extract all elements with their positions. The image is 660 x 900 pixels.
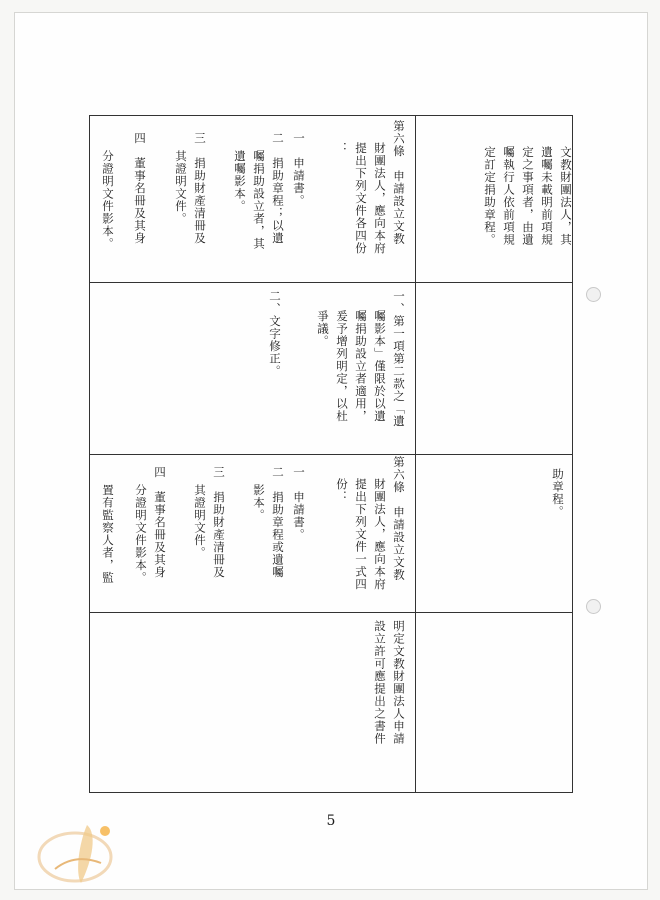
row1-left-col-6: 二 捐助章程；以遺 (271, 132, 285, 245)
row1-left-col-1: 第六條 申請設立文教 (392, 120, 406, 245)
row2-left-col-2: 囑影本」僅限於以遺 (373, 310, 387, 423)
row4-left-col-2: 設立許可應提出之書件 (373, 620, 387, 745)
row1-left-col-12: 分證明文件影本。 (101, 150, 115, 250)
row3-left-col-10: 四 董事名冊及其身 (153, 466, 167, 579)
row1-right-col-4: 囑執行人依前項規 (502, 146, 516, 246)
row2-left-col-3: 囑捐助設立者適用， (354, 310, 368, 423)
row3-left-col-1: 第六條 申請設立文教 (392, 456, 406, 581)
row1-left-col-3: 提出下列文件各四份 (354, 142, 368, 255)
row1-left-col-9: 三 捐助財產清冊及 (193, 132, 207, 245)
row1-right-col-3: 定之事項者，由遺 (521, 146, 535, 246)
row2-left-col-4: 爰予增列明定，以杜 (335, 310, 349, 423)
row2-left-col-5: 爭議。 (316, 310, 330, 348)
row3-left-col-4: 份： (335, 478, 349, 503)
row-divider (90, 612, 572, 613)
row3-left-col-9: 其證明文件。 (193, 484, 207, 559)
row-divider (90, 282, 572, 283)
row1-right-col-2: 遺囑未載明前項規 (540, 146, 554, 246)
row2-left-col-1: 一、第一項第二款之「遺 (392, 290, 406, 428)
page-number: 5 (326, 813, 336, 829)
row3-right-col-1: 助章程。 (551, 468, 565, 518)
row1-left-col-2: 財團法人，應向本府 (373, 142, 387, 255)
row1-left-col-7: 囑捐助設立者，其 (252, 150, 266, 250)
row3-left-col-5: 一 申請書。 (292, 466, 306, 541)
comparison-table (89, 115, 573, 793)
row4-left-col-1: 明定文教財團法人申請 (392, 620, 406, 745)
column-divider (415, 116, 416, 792)
row1-left-col-11: 四 董事名冊及其身 (133, 132, 147, 245)
punch-hole-top (586, 287, 601, 302)
row1-left-col-5: 一 申請書。 (292, 132, 306, 207)
row3-left-col-6: 二 捐助章程或遺囑 (271, 466, 285, 579)
row3-left-col-7: 影本。 (252, 484, 266, 522)
watermark-logo (35, 813, 135, 893)
row-divider (90, 454, 572, 455)
document-page (14, 12, 648, 890)
row1-right-col-1: 文教財團法人，其 (559, 146, 573, 246)
row3-left-col-8: 三 捐助財產清冊及 (212, 466, 226, 579)
row3-left-col-12: 置有監察人者，監 (101, 484, 115, 584)
row1-left-col-8: 遺囑影本。 (233, 150, 247, 213)
row1-right-col-5: 定訂定捐助章程。 (483, 146, 497, 246)
row3-left-col-11: 分證明文件影本。 (134, 484, 148, 584)
row3-left-col-3: 提出下列文件一式四 (354, 478, 368, 591)
row1-left-col-10: 其證明文件。 (174, 150, 188, 225)
punch-hole-bottom (586, 599, 601, 614)
row1-left-col-4: ： (335, 142, 349, 155)
row3-left-col-2: 財團法人，應向本府 (373, 478, 387, 591)
row2-left-col-6: 二、文字修正。 (268, 290, 282, 378)
